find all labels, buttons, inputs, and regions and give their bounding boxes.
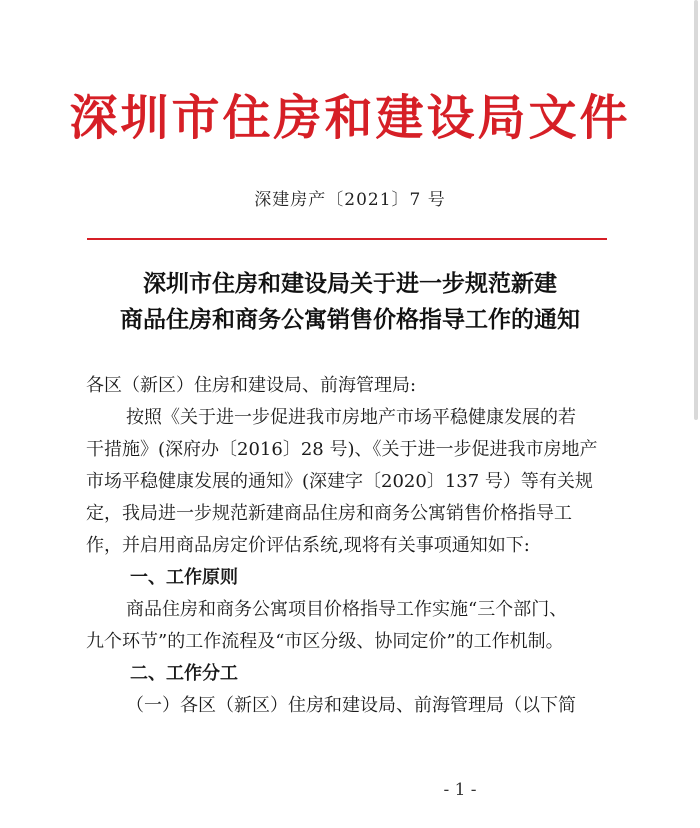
paragraph2-line-1: 商品住房和商务公寓项目价格指导工作实施“三个部门、 [126, 599, 568, 620]
document-title [0, 266, 700, 338]
paragraph2-line-2: 九个环节”的工作流程及“市区分级、协同定价”的工作机制。 [86, 631, 564, 652]
paragraph1-line-1: 按照《关于进一步促进我市房地产市场平稳健康发展的若 [126, 407, 576, 428]
recipient-line: 各区（新区）住房和建设局、前海管理局: [86, 375, 417, 396]
document-number: 深建房产〔2021〕7 号 [254, 190, 446, 210]
paragraph1-line-3: 市场平稳健康发展的通知》(深建字〔2020〕137 号）等有关规 [86, 471, 593, 492]
scrollbar[interactable] [694, 0, 698, 420]
document-body [86, 370, 626, 722]
section1-heading: 一、工作原则 [130, 567, 238, 588]
paragraph1-line-5: 作，并启用商品房定价评估系统,现将有关事项通知如下: [86, 535, 530, 556]
red-divider-line [87, 238, 607, 240]
paragraph3-line-1: （一）各区（新区）住房和建设局、前海管理局（以下简 [126, 695, 576, 716]
document-title-line-2: 商品住房和商务公寓销售价格指导工作的通知 [120, 307, 580, 333]
paragraph1-line-2: 干措施》(深府办〔2016〕28 号)、《关于进一步促进我市房地产 [86, 439, 598, 460]
document-header: 深圳市住房和建设局文件 [69, 90, 631, 146]
paragraph1-line-4: 定，我局进一步规范新建商品住房和商务公寓销售价格指导工 [86, 503, 572, 524]
document-title-line-1: 深圳市住房和建设局关于进一步规范新建 [143, 271, 557, 297]
page-number: - 1 - [443, 780, 477, 800]
section2-heading: 二、工作分工 [130, 663, 238, 684]
